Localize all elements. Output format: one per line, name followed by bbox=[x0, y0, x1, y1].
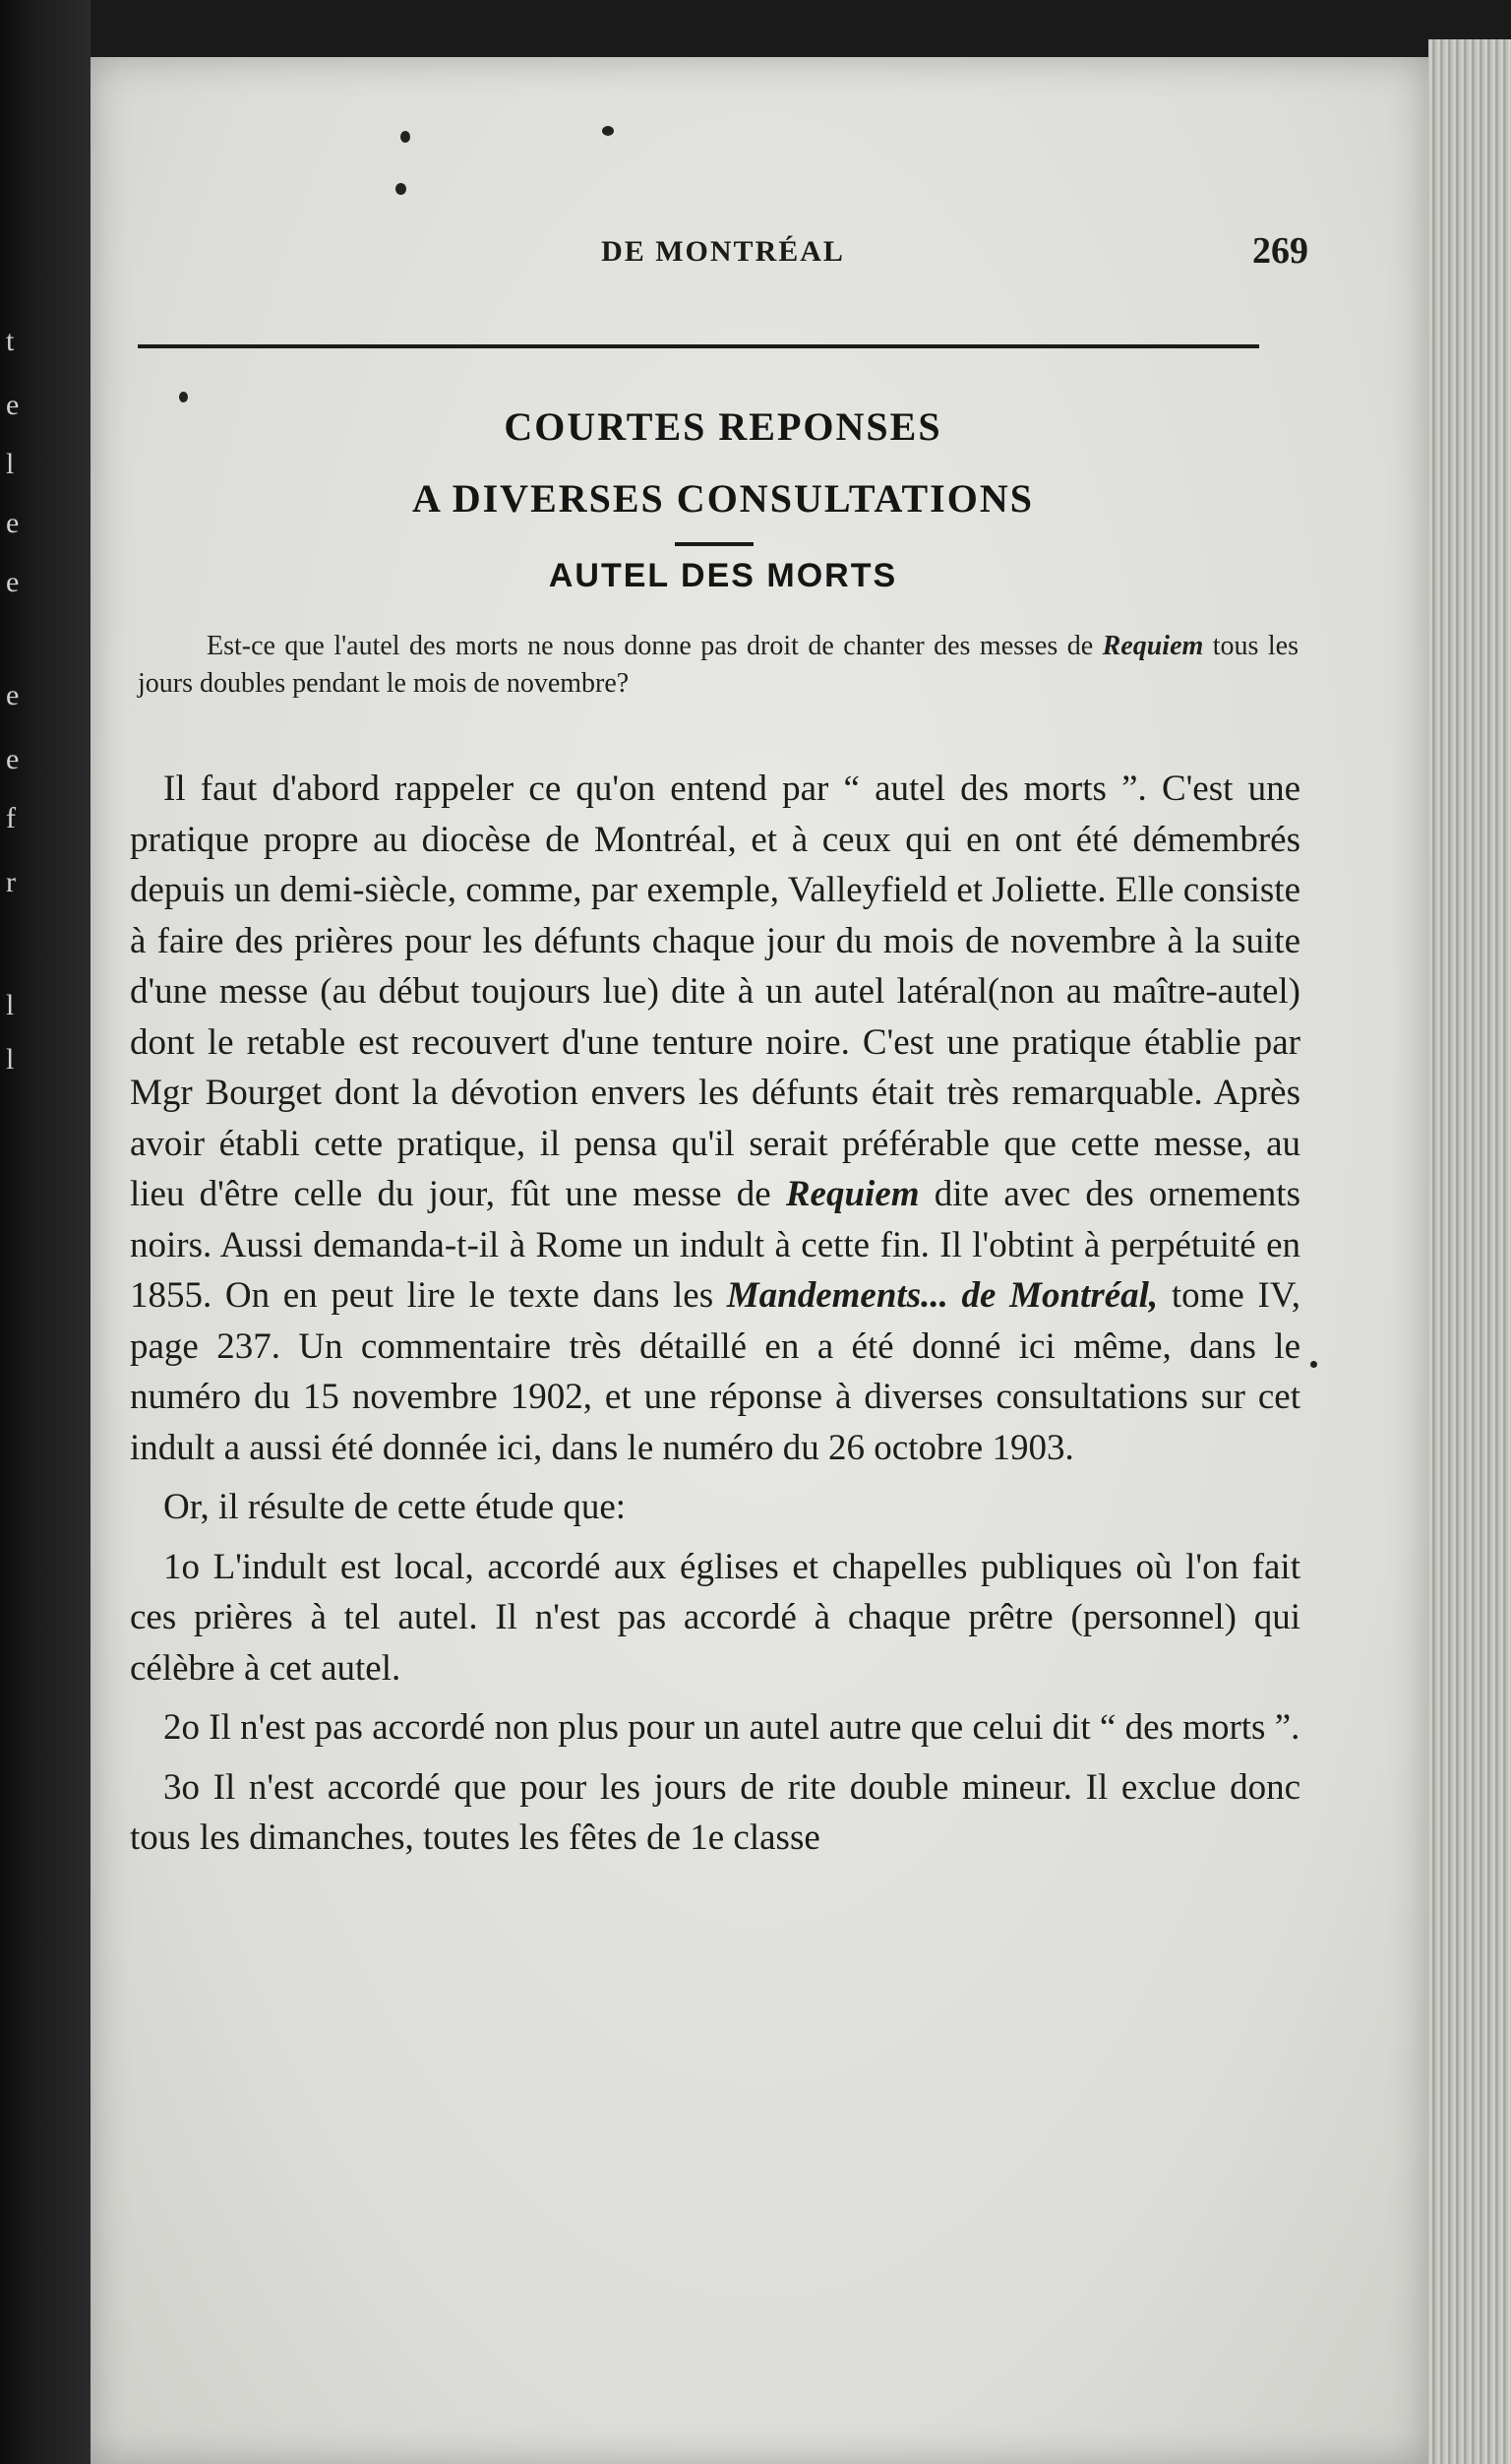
margin-fragment: e bbox=[6, 566, 20, 598]
paragraph-text: 2o Il n'est pas accordé non plus pour un autel autre que celui dit “ des morts ”. bbox=[163, 1707, 1300, 1748]
paragraph-text: 1o L'indult est local, accordé aux églises et chapelles publiques où l'on fait ces prières à tel autel. Il n'est pas accordé à chaque prêtre (personnel) qui célèbre à cet autel. bbox=[130, 1546, 1300, 1689]
paragraph-emphasis: Mandements... de Montréal, bbox=[726, 1275, 1159, 1316]
answer-paragraph bbox=[130, 1542, 1300, 1694]
section-title: AUTEL DES MORTS bbox=[548, 557, 898, 594]
scan-border-left bbox=[0, 0, 91, 2464]
ink-speck bbox=[395, 183, 406, 195]
paragraph-text: 3o Il n'est accordé que pour les jours de rite double mineur. Il exclue donc tous les dimanches, toutes les fêtes de 1e classe bbox=[130, 1766, 1300, 1858]
question-emphasis: Requiem bbox=[1102, 631, 1204, 661]
margin-fragment: l bbox=[6, 989, 15, 1021]
ink-speck bbox=[400, 131, 410, 143]
article-title-line-2: A DIVERSES CONSULTATIONS bbox=[412, 476, 1034, 521]
margin-fragment: l bbox=[6, 448, 15, 480]
answer-body bbox=[130, 764, 1300, 1873]
answer-paragraph bbox=[130, 764, 1300, 1473]
margin-fragment: f bbox=[6, 802, 16, 834]
paragraph-text: Il faut d'abord rappeler ce qu'on entend par “ autel des morts ”. C'est une pratique propre au diocèse de Montréal, et à ceux qui en ont été démembrés depuis un demi-siècle, comme, par exemple, Valleyfield et Joliette. Elle consiste à faire des prières pour les défunts chaque jour du mois de novembre à la suite d'une messe (au début toujours lue) dite à un autel latéral(non au maître-autel) dont le retable est recouvert d'une tenture noire. C'est une pratique établie par Mgr Bourget dont la dévotion envers les défunts était très remarquable. Après avoir établi cette pratique, il pensa qu'il serait préférable que cette messe, au lieu d'être celle du jour, fût une messe de bbox=[130, 769, 1300, 1214]
paragraph-text: tome IV, page 237. Un commentaire très détaillé en a été donné ici même, dans le numéro du 15 novembre 1902, et une réponse à diverses consultations sur cet indult a aussi été donnée ici, dans le numéro du 26 octobre 1903. bbox=[130, 1275, 1300, 1468]
ink-speck bbox=[1310, 1361, 1317, 1368]
page-number: 269 bbox=[1252, 230, 1308, 272]
answer-paragraph bbox=[130, 1762, 1300, 1864]
article-title-line-1: COURTES REPONSES bbox=[504, 404, 942, 449]
margin-fragment: e bbox=[6, 679, 20, 711]
margin-fragment: e bbox=[6, 507, 20, 539]
running-header bbox=[138, 229, 1308, 288]
paragraph-emphasis: Requiem bbox=[785, 1174, 920, 1214]
book-page-edges bbox=[1428, 39, 1511, 2464]
question-text: tous les jours doubles pendant le mois de novembre? bbox=[138, 631, 1299, 699]
margin-fragment: e bbox=[6, 743, 20, 775]
book-page bbox=[91, 57, 1428, 2464]
question-text: Est-ce que l'autel des morts ne nous donne pas droit de chanter des messes de bbox=[207, 631, 1103, 661]
title-rule bbox=[675, 542, 754, 546]
margin-fragment: r bbox=[6, 866, 16, 898]
running-title: DE MONTRÉAL bbox=[601, 235, 845, 268]
answer-paragraph bbox=[130, 1702, 1300, 1754]
paragraph-text: Or, il résulte de cette étude que: bbox=[163, 1487, 627, 1527]
answer-paragraph bbox=[130, 1482, 1300, 1533]
header-rule bbox=[138, 344, 1259, 348]
consultation-question bbox=[138, 628, 1299, 703]
margin-fragment: l bbox=[6, 1043, 15, 1076]
ink-speck bbox=[602, 126, 614, 136]
ink-speck bbox=[179, 392, 188, 402]
margin-fragment: t bbox=[6, 325, 15, 357]
paragraph-text: dite avec des ornements noirs. Aussi demanda-t-il à Rome un indult à cette fin. Il l'obtint à perpétuité en 1855. On en peut lire le texte dans les bbox=[130, 1174, 1300, 1316]
margin-fragment: e bbox=[6, 389, 20, 421]
